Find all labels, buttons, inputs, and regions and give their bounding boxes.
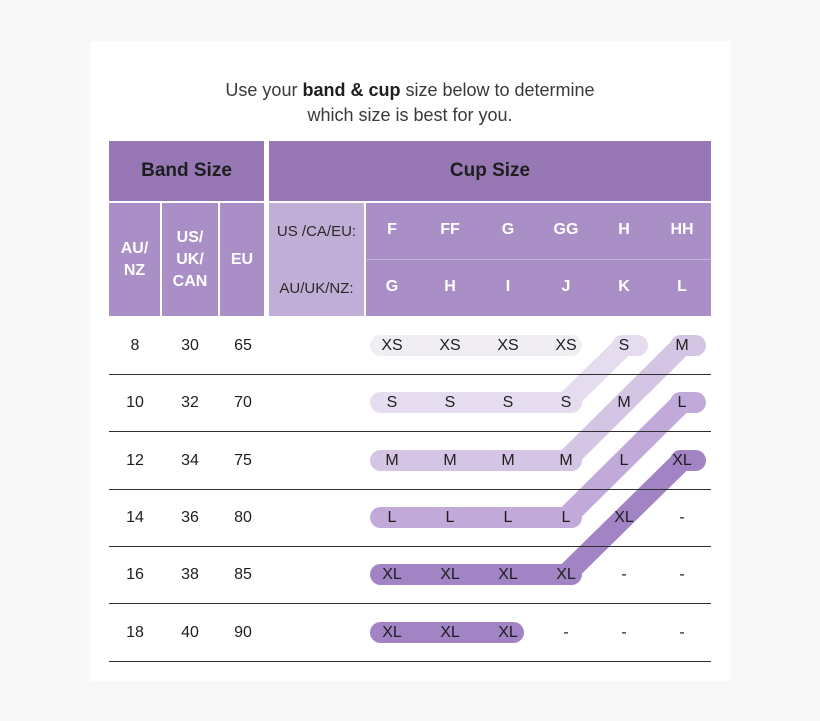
cup-us-2: G: [501, 221, 515, 238]
row-1-size-3: S: [560, 394, 572, 411]
row-4-size-4: -: [621, 566, 627, 583]
row-4-size-2: XL: [498, 566, 518, 583]
row-3-us: 36: [181, 509, 199, 526]
row-0-size-2: XS: [497, 337, 519, 354]
row-5-size-2: XL: [498, 624, 518, 641]
row-2-size-4: L: [619, 452, 629, 469]
row-4-us: 38: [181, 566, 199, 583]
row-4-size-5: -: [679, 566, 685, 583]
row-3-size-3: L: [561, 509, 571, 526]
row-0-us: 30: [181, 337, 199, 354]
row-3-size-5: -: [679, 509, 685, 526]
row-5-size-0: XL: [382, 624, 402, 641]
cup-header-divider: [366, 259, 711, 260]
row-5-size-5: -: [679, 624, 685, 641]
row-0-size-3: XS: [555, 337, 577, 354]
band-col-au-header: [109, 203, 160, 316]
cup-au-5: L: [677, 278, 687, 295]
cup-au-3: J: [561, 278, 571, 295]
cup-us-4: H: [618, 221, 630, 238]
cup-us-5: HH: [670, 221, 694, 238]
band-col-eu-header: EU: [220, 203, 264, 316]
intro-bold: band & cup: [302, 80, 401, 100]
row-2-eu: 75: [234, 452, 252, 469]
row-separator-5: [109, 661, 711, 662]
row-1-eu: 70: [234, 394, 252, 411]
row-5-size-3: -: [563, 624, 569, 641]
row-5-us: 40: [181, 624, 199, 641]
intro-pre: Use your: [225, 80, 303, 100]
cup-us-1: FF: [440, 221, 460, 238]
intro-text: [0, 78, 820, 128]
band-col-au-label: AU/ NZ: [120, 239, 149, 279]
cup-size-header: Cup Size: [269, 141, 711, 201]
row-4-eu: 85: [234, 566, 252, 583]
row-separator-0: [109, 374, 711, 375]
row-3-au: 14: [126, 509, 144, 526]
row-2-us: 34: [181, 452, 199, 469]
cup-us-3: GG: [553, 221, 579, 238]
cup-au-0: G: [385, 278, 399, 295]
cup-row-us-label: US /CA/EU:: [276, 222, 357, 240]
band-col-us-label: US/ UK/ CAN: [172, 228, 208, 290]
row-1-size-4: M: [617, 394, 631, 411]
row-0-size-1: XS: [439, 337, 461, 354]
row-3-eu: 80: [234, 509, 252, 526]
intro-post: size below to determine: [400, 80, 595, 100]
cup-au-2: I: [505, 278, 511, 295]
row-0-size-4: S: [618, 337, 630, 354]
row-separator-2: [109, 489, 711, 490]
row-0-size-5: M: [675, 337, 689, 354]
row-1-size-0: S: [386, 394, 398, 411]
row-0-eu: 65: [234, 337, 252, 354]
row-0-au: 8: [130, 337, 140, 354]
cup-au-4: K: [618, 278, 630, 295]
row-3-size-2: L: [503, 509, 513, 526]
row-1-size-2: S: [502, 394, 514, 411]
size-chart-card: [90, 41, 730, 681]
row-5-size-1: XL: [440, 624, 460, 641]
row-3-size-1: L: [445, 509, 455, 526]
row-4-size-1: XL: [440, 566, 460, 583]
row-3-size-0: L: [387, 509, 397, 526]
row-separator-3: [109, 546, 711, 547]
cup-au-1: H: [444, 278, 456, 295]
cup-row-au-label: AU/UK/NZ:: [279, 280, 354, 297]
row-2-size-2: M: [501, 452, 515, 469]
row-2-size-1: M: [443, 452, 457, 469]
row-5-size-4: -: [621, 624, 627, 641]
row-1-size-5: L: [677, 394, 687, 411]
row-1-size-1: S: [444, 394, 456, 411]
row-2-au: 12: [126, 452, 144, 469]
row-4-size-3: XL: [556, 566, 576, 583]
row-0-size-0: XS: [381, 337, 403, 354]
row-2-size-5: XL: [672, 452, 692, 469]
band-col-us-header: [162, 203, 218, 316]
row-2-size-0: M: [385, 452, 399, 469]
intro-line2: which size is best for you.: [307, 105, 513, 125]
band-size-header: Band Size: [109, 141, 264, 201]
row-1-au: 10: [126, 394, 144, 411]
row-2-size-3: M: [559, 452, 573, 469]
row-3-size-4: XL: [614, 509, 634, 526]
row-4-au: 16: [126, 566, 144, 583]
row-1-us: 32: [181, 394, 199, 411]
cup-us-0: F: [387, 221, 397, 238]
row-5-eu: 90: [234, 624, 252, 641]
row-separator-1: [109, 431, 711, 432]
row-4-size-0: XL: [382, 566, 402, 583]
row-separator-4: [109, 603, 711, 604]
row-5-au: 18: [126, 624, 144, 641]
